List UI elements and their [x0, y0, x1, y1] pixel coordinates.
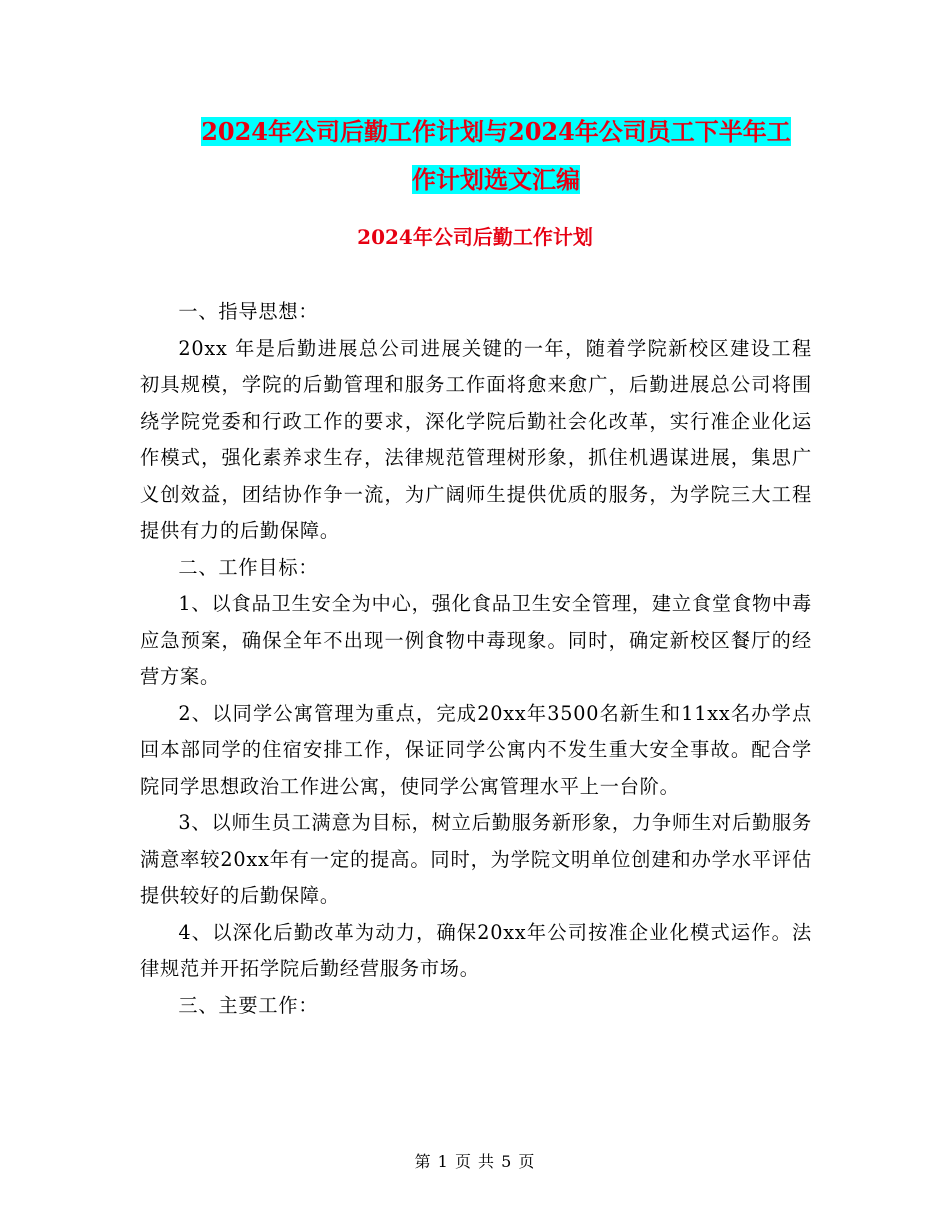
document-body: [140, 294, 812, 1024]
paragraph-heading-guiding-thought: 一、指导思想：: [178, 300, 319, 323]
paragraph: 20xx 年是后勤进展总公司进展关键的一年，随着学院新校区建设工程初具规模，学院的后勤管理和服务工作面将愈来愈广，后勤进展总公司将围绕学院党委和行政工作的要求，深化学院后勤社会化改革，实行准企业化运作模式，强化素养求生存，法律规范管理树形象，抓住机遇谋进展，集思广义创效益，团结协作争一流，为广阔师生提供优质的服务，为学院三大工程提供有力的后勤保障。: [140, 336, 812, 542]
paragraph: 1、以食品卫生安全为中心，强化食品卫生安全管理，建立食堂食物中毒应急预案，确保全年不出现一例食物中毒现象。同时，确定新校区餐厅的经营方案。: [140, 592, 812, 688]
document-title: [140, 108, 852, 204]
paragraph: 3、以师生员工满意为目标，树立后勤服务新形象，力争师生对后勤服务满意率较20xx年有一定的提高。同时，为学院文明单位创建和办学水平评估提供较好的后勤保障。: [140, 811, 812, 907]
document-title-line1: 2024年公司后勤工作计划与2024年公司员工下半年工: [201, 117, 791, 146]
paragraph: 2、以同学公寓管理为重点，完成20xx年3500名新生和11xx名办学点回本部同学的住宿安排工作，保证同学公寓内不发生重大安全事故。配合学院同学思想政治工作进公寓，使同学公寓管理水平上一台阶。: [140, 701, 812, 798]
section-title: 2024年公司后勤工作计划: [357, 225, 593, 249]
paragraph-heading-work-goals: 二、工作目标：: [178, 555, 319, 579]
document-title-line2: 作计划选文汇编: [412, 165, 580, 194]
paragraph-heading-main-work: 三、主要工作：: [178, 993, 319, 1017]
page-footer: 第 1 页 共 5 页: [414, 1152, 536, 1171]
paragraph: 4、以深化后勤改革为动力，确保20xx年公司按准企业化模式运作。法律规范并开拓学院后勤经营服务市场。: [140, 920, 812, 980]
